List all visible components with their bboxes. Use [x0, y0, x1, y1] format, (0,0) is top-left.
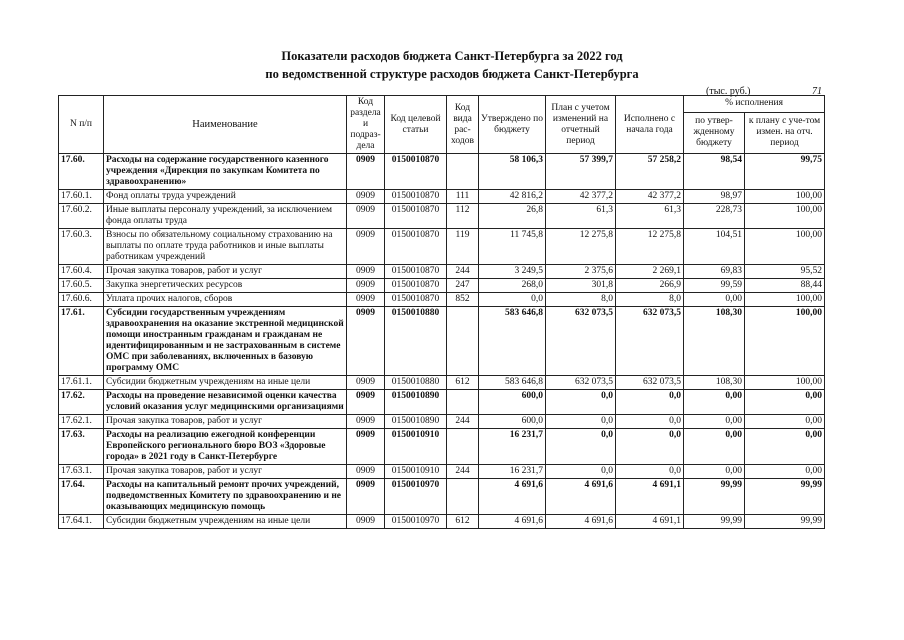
table-row — [59, 479, 825, 515]
cell-target: 0150010870 — [385, 190, 447, 204]
cell-type: 112 — [447, 204, 479, 229]
cell-num: 17.64. — [59, 479, 104, 515]
cell-pct-plan: 100,00 — [745, 229, 825, 265]
cell-type: 852 — [447, 293, 479, 307]
cell-name: Прочая закупка товаров, работ и услуг — [104, 465, 347, 479]
cell-section: 0909 — [347, 293, 385, 307]
col-header-section: Код раздела и подраз-дела — [347, 96, 385, 154]
cell-pct-plan: 100,00 — [745, 204, 825, 229]
col-header-pct-group: % исполнения — [684, 96, 825, 113]
document-title-line1: Показатели расходов бюджета Санкт-Петербурга за 2022 год — [281, 49, 623, 63]
cell-type — [447, 154, 479, 190]
cell-approved: 11 745,8 — [479, 229, 546, 265]
cell-num: 17.60.6. — [59, 293, 104, 307]
table-row — [59, 293, 825, 307]
cell-approved: 583 646,8 — [479, 376, 546, 390]
cell-approved: 42 816,2 — [479, 190, 546, 204]
cell-pct-budget: 99,99 — [684, 515, 745, 529]
cell-name: Субсидии государственным учреждениям здравоохранения на оказание экстренной медицинской помощи иностранным гражданам и гражданам не идентифицированным и не застрахованным в системе ОМС при заболеваниях, включенных в базовую программу ОМС — [104, 307, 347, 376]
col-header-target: Код целевой статьи — [385, 96, 447, 154]
cell-pct-plan: 0,00 — [745, 465, 825, 479]
cell-target: 0150010970 — [385, 515, 447, 529]
cell-type — [447, 390, 479, 415]
cell-num: 17.61.1. — [59, 376, 104, 390]
cell-executed: 632 073,5 — [616, 376, 684, 390]
cell-num: 17.62. — [59, 390, 104, 415]
cell-target: 0150010870 — [385, 279, 447, 293]
cell-num: 17.60.3. — [59, 229, 104, 265]
cell-executed: 0,0 — [616, 429, 684, 465]
cell-type: 612 — [447, 376, 479, 390]
cell-section: 0909 — [347, 479, 385, 515]
cell-num: 17.60.1. — [59, 190, 104, 204]
cell-executed: 266,9 — [616, 279, 684, 293]
cell-pct-budget: 0,00 — [684, 429, 745, 465]
cell-plan: 12 275,8 — [546, 229, 616, 265]
cell-target: 0150010870 — [385, 293, 447, 307]
cell-type: 111 — [447, 190, 479, 204]
col-header-type: Код вида рас-ходов — [447, 96, 479, 154]
cell-target: 0150010880 — [385, 307, 447, 376]
table-row — [59, 376, 825, 390]
cell-name: Расходы на капитальный ремонт прочих учреждений, подведомственных Комитету по здравоохранению и не оказывающих медицинскую помощь — [104, 479, 347, 515]
cell-approved: 26,8 — [479, 204, 546, 229]
cell-executed: 0,0 — [616, 415, 684, 429]
cell-plan: 0,0 — [546, 429, 616, 465]
cell-target: 0150010870 — [385, 265, 447, 279]
cell-plan: 61,3 — [546, 204, 616, 229]
cell-executed: 4 691,1 — [616, 479, 684, 515]
cell-pct-budget: 98,97 — [684, 190, 745, 204]
cell-target: 0150010910 — [385, 429, 447, 465]
cell-name: Расходы на содержание государственного казенного учреждения «Дирекция по закупкам Комитета по здравоохранению» — [104, 154, 347, 190]
table-row — [59, 415, 825, 429]
cell-type — [447, 307, 479, 376]
cell-name: Расходы на реализацию ежегодной конференции Европейского регионального бюро ВОЗ «Здоровые города» в 2021 году в Санкт-Петербурге — [104, 429, 347, 465]
cell-target: 0150010890 — [385, 415, 447, 429]
col-header-num: N п/п — [59, 96, 104, 154]
col-header-pct-budget: по утвер-жденному бюджету — [684, 112, 745, 153]
cell-pct-budget: 104,51 — [684, 229, 745, 265]
cell-executed: 42 377,2 — [616, 190, 684, 204]
cell-type — [447, 479, 479, 515]
cell-approved: 600,0 — [479, 390, 546, 415]
cell-target: 0150010970 — [385, 479, 447, 515]
cell-pct-plan: 100,00 — [745, 307, 825, 376]
cell-approved: 600,0 — [479, 415, 546, 429]
cell-approved: 4 691,6 — [479, 479, 546, 515]
col-header-name: Наименование — [104, 96, 347, 154]
cell-executed: 0,0 — [616, 465, 684, 479]
cell-section: 0909 — [347, 279, 385, 293]
col-header-approved: Утверждено по бюджету — [479, 96, 546, 154]
table-row — [59, 390, 825, 415]
table-row — [59, 265, 825, 279]
cell-section: 0909 — [347, 190, 385, 204]
cell-section: 0909 — [347, 415, 385, 429]
cell-name: Прочая закупка товаров, работ и услуг — [104, 415, 347, 429]
cell-plan: 0,0 — [546, 465, 616, 479]
cell-pct-budget: 99,59 — [684, 279, 745, 293]
cell-type: 244 — [447, 415, 479, 429]
cell-approved: 4 691,6 — [479, 515, 546, 529]
cell-pct-budget: 108,30 — [684, 307, 745, 376]
page-number: 71 — [812, 86, 822, 97]
table-row — [59, 429, 825, 465]
table-row — [59, 154, 825, 190]
cell-section: 0909 — [347, 265, 385, 279]
cell-pct-plan: 88,44 — [745, 279, 825, 293]
cell-name: Прочая закупка товаров, работ и услуг — [104, 265, 347, 279]
cell-pct-budget: 99,99 — [684, 479, 745, 515]
cell-pct-plan: 0,00 — [745, 390, 825, 415]
cell-section: 0909 — [347, 229, 385, 265]
cell-pct-plan: 100,00 — [745, 293, 825, 307]
table-row — [59, 465, 825, 479]
cell-name: Уплата прочих налогов, сборов — [104, 293, 347, 307]
cell-pct-plan: 100,00 — [745, 376, 825, 390]
cell-name: Субсидии бюджетным учреждениям на иные цели — [104, 376, 347, 390]
cell-pct-budget: 108,30 — [684, 376, 745, 390]
cell-target: 0150010890 — [385, 390, 447, 415]
cell-plan: 0,0 — [546, 415, 616, 429]
cell-pct-budget: 69,83 — [684, 265, 745, 279]
cell-executed: 0,0 — [616, 390, 684, 415]
cell-plan: 4 691,6 — [546, 515, 616, 529]
cell-type — [447, 429, 479, 465]
cell-type: 119 — [447, 229, 479, 265]
table-row — [59, 190, 825, 204]
cell-executed: 632 073,5 — [616, 307, 684, 376]
cell-executed: 4 691,1 — [616, 515, 684, 529]
cell-num: 17.60.5. — [59, 279, 104, 293]
cell-executed: 12 275,8 — [616, 229, 684, 265]
cell-pct-budget: 98,54 — [684, 154, 745, 190]
cell-type: 244 — [447, 465, 479, 479]
cell-plan: 4 691,6 — [546, 479, 616, 515]
col-header-pct-plan: к плану с уче-том измен. на отч. период — [745, 112, 825, 153]
cell-plan: 57 399,7 — [546, 154, 616, 190]
document-title-line2: по ведомственной структуре расходов бюджета Санкт-Петербурга — [265, 67, 639, 81]
table-row — [59, 229, 825, 265]
cell-type: 247 — [447, 279, 479, 293]
cell-name: Взносы по обязательному социальному страхованию на выплаты по оплате труда работников и иные выплаты работникам учреждений — [104, 229, 347, 265]
units-label: (тыс. руб.) — [706, 86, 751, 97]
cell-pct-budget: 0,00 — [684, 415, 745, 429]
cell-pct-budget: 0,00 — [684, 293, 745, 307]
table-row — [59, 515, 825, 529]
cell-pct-budget: 0,00 — [684, 390, 745, 415]
cell-pct-budget: 0,00 — [684, 465, 745, 479]
cell-approved: 583 646,8 — [479, 307, 546, 376]
table-row — [59, 307, 825, 376]
cell-plan: 301,8 — [546, 279, 616, 293]
cell-name: Расходы на проведение независимой оценки качества условий оказания услуг медицинскими организациями — [104, 390, 347, 415]
cell-num: 17.60. — [59, 154, 104, 190]
cell-section: 0909 — [347, 154, 385, 190]
cell-name: Фонд оплаты труда учреждений — [104, 190, 347, 204]
cell-section: 0909 — [347, 204, 385, 229]
cell-target: 0150010880 — [385, 376, 447, 390]
cell-pct-plan: 0,00 — [745, 415, 825, 429]
cell-approved: 3 249,5 — [479, 265, 546, 279]
cell-plan: 42 377,2 — [546, 190, 616, 204]
cell-executed: 57 258,2 — [616, 154, 684, 190]
cell-plan: 632 073,5 — [546, 376, 616, 390]
cell-section: 0909 — [347, 465, 385, 479]
cell-pct-plan: 99,99 — [745, 515, 825, 529]
budget-table — [58, 95, 825, 529]
cell-num: 17.60.2. — [59, 204, 104, 229]
cell-name: Иные выплаты персоналу учреждений, за исключением фонда оплаты труда — [104, 204, 347, 229]
cell-section: 0909 — [347, 307, 385, 376]
cell-pct-plan: 0,00 — [745, 429, 825, 465]
cell-name: Закупка энергетических ресурсов — [104, 279, 347, 293]
cell-section: 0909 — [347, 515, 385, 529]
cell-num: 17.61. — [59, 307, 104, 376]
cell-num: 17.63.1. — [59, 465, 104, 479]
table-row — [59, 204, 825, 229]
cell-num: 17.60.4. — [59, 265, 104, 279]
cell-pct-plan: 99,75 — [745, 154, 825, 190]
cell-plan: 2 375,6 — [546, 265, 616, 279]
cell-executed: 8,0 — [616, 293, 684, 307]
cell-target: 0150010870 — [385, 229, 447, 265]
table-row — [59, 279, 825, 293]
cell-num: 17.62.1. — [59, 415, 104, 429]
cell-pct-plan: 99,99 — [745, 479, 825, 515]
cell-pct-budget: 228,73 — [684, 204, 745, 229]
cell-pct-plan: 95,52 — [745, 265, 825, 279]
cell-approved: 268,0 — [479, 279, 546, 293]
cell-target: 0150010910 — [385, 465, 447, 479]
cell-approved: 16 231,7 — [479, 429, 546, 465]
cell-plan: 8,0 — [546, 293, 616, 307]
col-header-plan: План с учетом изменений на отчетный период — [546, 96, 616, 154]
cell-plan: 632 073,5 — [546, 307, 616, 376]
cell-section: 0909 — [347, 376, 385, 390]
cell-section: 0909 — [347, 429, 385, 465]
cell-section: 0909 — [347, 390, 385, 415]
cell-plan: 0,0 — [546, 390, 616, 415]
cell-approved: 58 106,3 — [479, 154, 546, 190]
cell-executed: 61,3 — [616, 204, 684, 229]
cell-target: 0150010870 — [385, 154, 447, 190]
cell-approved: 0,0 — [479, 293, 546, 307]
cell-executed: 2 269,1 — [616, 265, 684, 279]
cell-target: 0150010870 — [385, 204, 447, 229]
cell-num: 17.63. — [59, 429, 104, 465]
cell-num: 17.64.1. — [59, 515, 104, 529]
col-header-executed: Исполнено с начала года — [616, 96, 684, 154]
cell-name: Субсидии бюджетным учреждениям на иные цели — [104, 515, 347, 529]
cell-type: 612 — [447, 515, 479, 529]
cell-approved: 16 231,7 — [479, 465, 546, 479]
cell-type: 244 — [447, 265, 479, 279]
cell-pct-plan: 100,00 — [745, 190, 825, 204]
